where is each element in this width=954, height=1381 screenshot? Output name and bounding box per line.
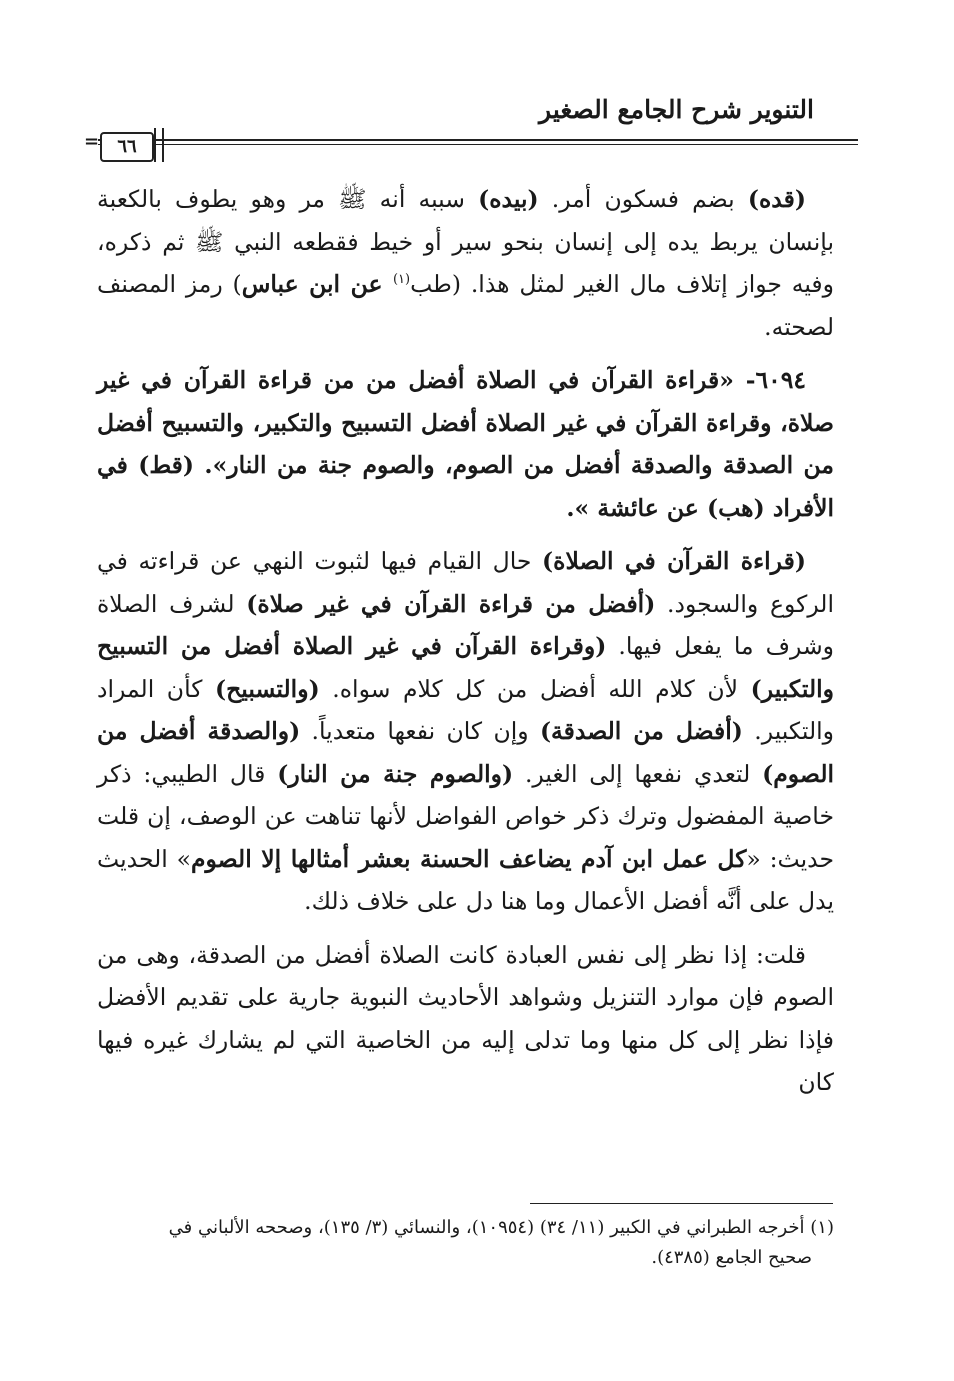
narrator-name: عن ابن عباس <box>241 270 393 298</box>
text-run: لأن كلام الله أفضل من كل كلام سواه. <box>319 674 751 703</box>
running-title: التنوير شرح الجامع الصغير <box>539 95 814 124</box>
text-run: كأن المراد والتكبير. <box>97 674 835 745</box>
source-abbrev: طب <box>410 270 452 298</box>
header-rule-thin <box>98 144 858 145</box>
text-run: لشرف الصلاة وشرف ما يفعل فيها. <box>97 589 835 660</box>
text-run: بضم فسكون أمر. <box>538 185 748 213</box>
header-rule-thick <box>98 139 858 141</box>
text-run: وإن كان نفعها متعدياً. <box>300 717 540 745</box>
footnote-1 <box>97 1213 834 1273</box>
main-text <box>97 178 834 1115</box>
hadith-text: ٦٠٩٤- «قراءة القرآن في الصلاة أفضل من من قراءة القرآن في غير صلاة، وقراءة القرآن في غير الصلاة أفضل التسبيح والتكبير، والتسبيح أفضل من الصدقة والصدقة أفضل من الصوم، والصوم جنة من النار». (قط) في الأفراد (هب) عن عائشة ». <box>97 366 834 522</box>
footnote-line-2: صحيح الجامع (٤٣٨٥). <box>651 1247 812 1268</box>
bold-term: (قراءة القرآن في الصلاة) <box>542 547 806 575</box>
footnote-line-1: (١) أخرجه الطبراني في الكبير (١١/ ٣٤) (١٠٩٥٤)، والنسائي (٣/ ١٣٥)، وصححه الألباني في <box>168 1217 834 1238</box>
bold-term: (أفضل من الصدقة) <box>539 717 743 745</box>
paragraph-qultu <box>97 934 834 1104</box>
corner-mark: = <box>84 131 100 152</box>
text-run: ) رمز المصنف لصحته. <box>97 270 834 341</box>
hadith-6094 <box>97 359 834 529</box>
text-run: قال الطيبي: ذكر خاصية المفضول وترك ذكر خواص الفواضل لأنها تناهت عن الوصف، إن قلت حديث: « <box>97 759 834 873</box>
text-run: سببه أنه ﷺ مر وهو يطوف بالكعبة بإنسان يربط يده إلى إنسان بنحو سير أو خيط فقطعه النبي ﷺ ثم ذكره، وفيه جواز إتلاف مال الغير لمثل هذا. ( <box>97 185 834 298</box>
text-run: حال القيام فيها لثبوت النهي عن قراءته في الركوع والسجود. <box>97 547 834 618</box>
bold-term: (والصوم جنة من النار) <box>277 759 514 788</box>
footnote-rule <box>530 1203 833 1204</box>
text-run: » الحديث يدل على أنَّه أفضل الأعمال وما هنا دل على خلاف ذلك. <box>97 844 834 915</box>
bold-term: (والتسبيح) <box>215 674 320 703</box>
page-number-bracket <box>154 128 164 162</box>
text-run: لتعدي نفعها إلى الغير. <box>513 759 763 788</box>
footnote-reference[interactable]: (١) <box>392 272 411 288</box>
bold-term: (قده) <box>747 185 806 213</box>
paragraph-commentary <box>97 540 834 923</box>
bold-term: (والصدقة أفضل من الصوم) <box>97 717 835 788</box>
bold-term: (أفضل من قراءة القرآن في غير صلاة) <box>246 589 656 618</box>
bold-term: (وقراءة القرآن في غير الصلاة أفضل من التسبيح والتكبير) <box>97 632 835 703</box>
paragraph-commentary-prev <box>97 178 834 348</box>
text-run: قلت: إذا نظر إلى نفس العبادة كانت الصلاة أفضل من الصدقة، وهى من الصوم فإن موارد التنزيل وشواهد الأحاديث النبوية جارية على تقديم الأفضل فإذا نظر إلى كل منها وما تدلى إليه من الخاصية التي لم يشارك غيره فيها كان <box>97 940 834 1096</box>
bold-term: (بيده) <box>478 185 539 213</box>
quoted-hadith: كل عمل ابن آدم يضاعف الحسنة بعشر أمثالها إلا الصوم <box>190 844 747 873</box>
page-number: ٦٦ <box>100 132 154 162</box>
